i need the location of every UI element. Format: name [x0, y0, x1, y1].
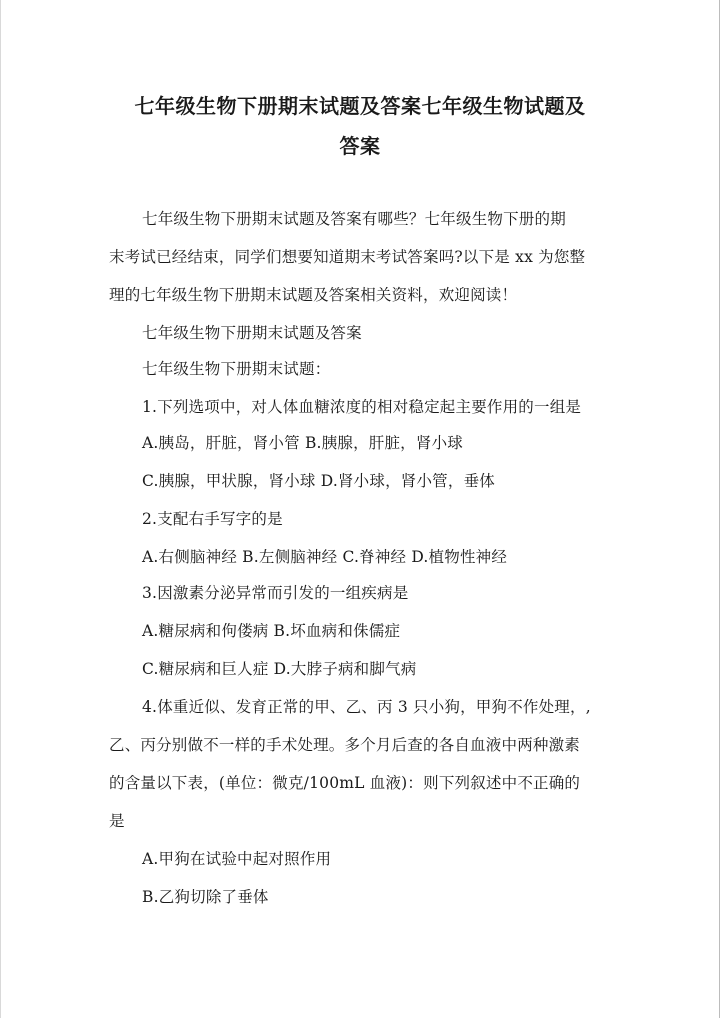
- document-title-line-1: 七年级生物下册期末试题及答案七年级生物试题及: [134, 94, 586, 118]
- question-4-line-4: 是: [109, 812, 125, 830]
- question-4-option-a: A.甲狗在试验中起对照作用: [142, 850, 332, 868]
- question-3-options-cd: C.糖尿病和巨人症 D.大脖子病和脚气病: [142, 660, 417, 678]
- question-1-options-ab: A.胰岛，肝脏，肾小管 B.胰腺，肝脏，肾小球: [142, 434, 463, 452]
- question-3-options-ab: A.糖尿病和佝偻病 B.坏血病和侏儒症: [142, 622, 401, 640]
- question-4-option-b: B.乙狗切除了垂体: [142, 888, 269, 906]
- intro-line-3: 理的七年级生物下册期末试题及答案相关资料，欢迎阅读！: [109, 286, 518, 304]
- question-1: 1.下列选项中，对人体血糖浓度的相对稳定起主要作用的一组是: [142, 398, 582, 416]
- intro-line-1: 七年级生物下册期末试题及答案有哪些？七年级生物下册的期: [142, 210, 566, 228]
- document-title-line-2: 答案: [339, 134, 381, 158]
- question-4-line-3: 的含量以下表，(单位：微克/100mL 血液)：则下列叙述中不正确的: [109, 774, 581, 792]
- question-1-options-cd: C.胰腺，甲状腺，肾小球 D.肾小球，肾小管，垂体: [142, 472, 495, 490]
- question-4-line-2: 乙、丙分别做不一样的手术处理。多个月后查的各自血液中两种激素: [109, 736, 581, 754]
- intro-line-2: 末考试已经结束，同学们想要知道期末考试答案吗?以下是 xx 为您整: [109, 248, 586, 266]
- section-heading: 七年级生物下册期末试题及答案: [142, 324, 362, 342]
- question-3: 3.因激素分泌异常而引发的一组疾病是: [142, 584, 409, 602]
- page-left-edge: [0, 0, 1, 1018]
- question-2: 2.支配右手写字的是: [142, 510, 283, 528]
- question-4-line-1: 4.体重近似、发育正常的甲、乙、丙 3 只小狗，甲狗不作处理，,: [142, 698, 591, 716]
- question-2-options: A.右侧脑神经 B.左侧脑神经 C.脊神经 D.植物性神经: [142, 548, 508, 566]
- questions-heading: 七年级生物下册期末试题：: [142, 360, 331, 378]
